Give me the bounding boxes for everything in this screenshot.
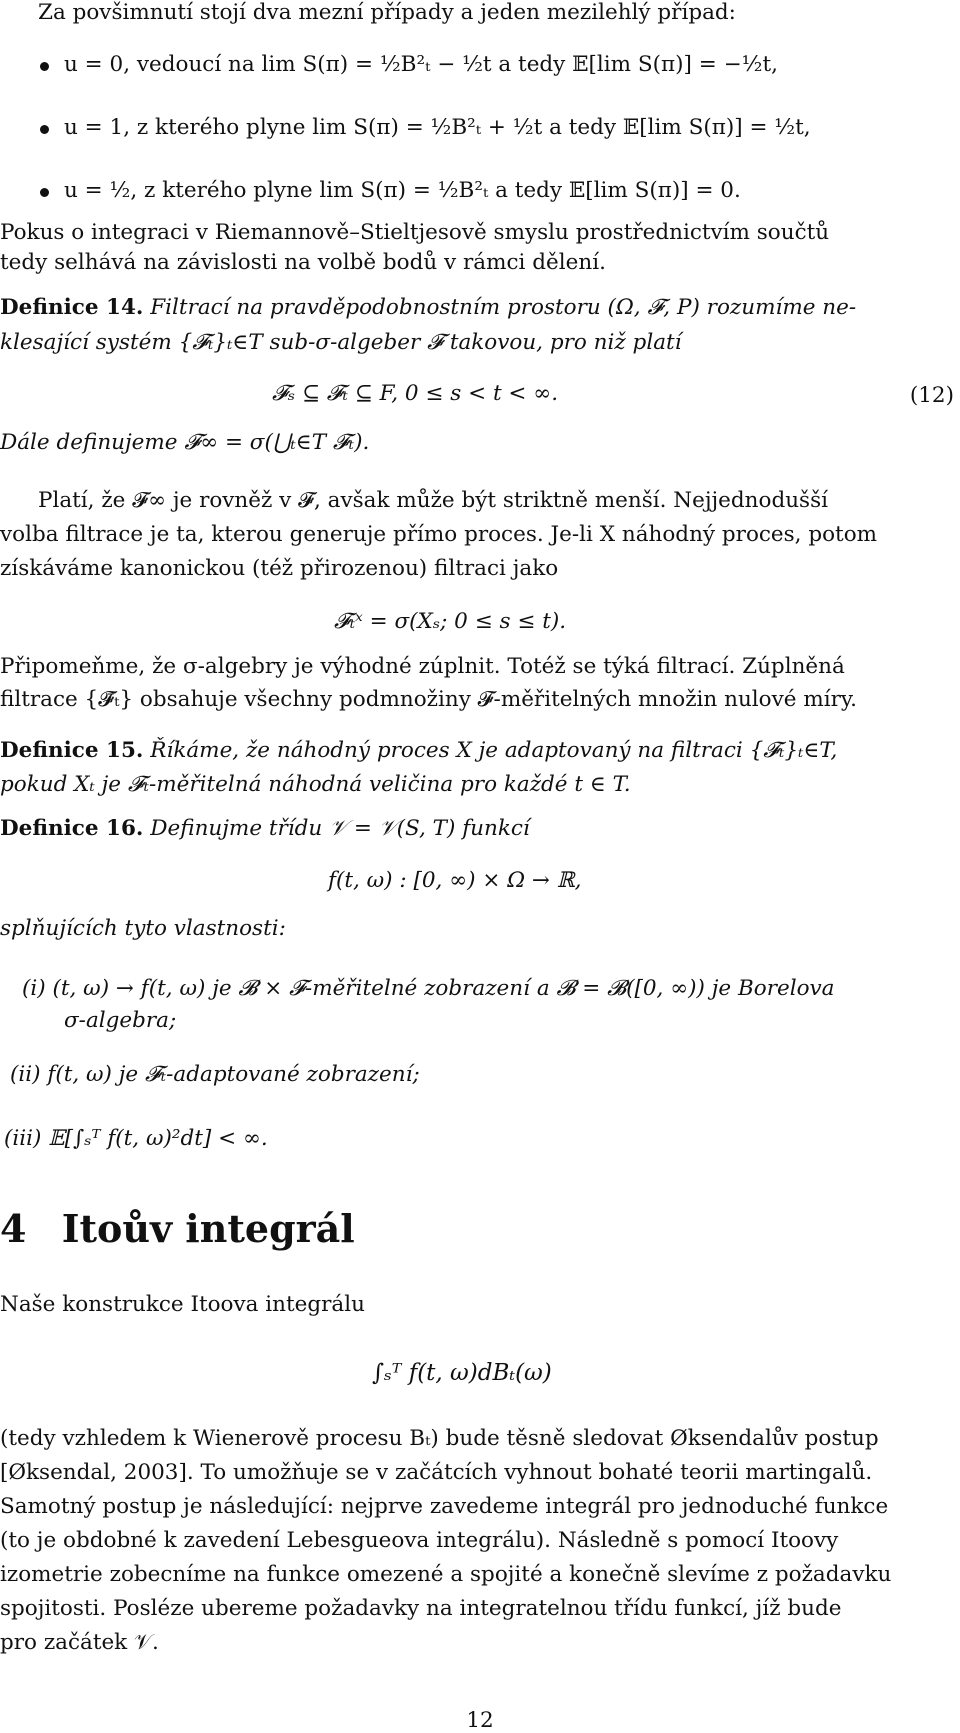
- equation: ∫ₛᵀ f(t, ω)dBₜ(ω): [372, 1360, 552, 1386]
- equation: 𝓕ₛ ⊆ 𝓕ₜ ⊆ F, 0 ≤ s < t < ∞.: [272, 381, 559, 406]
- condition-item: (i) (t, ω) → f(t, ω) je 𝓑 × 𝓕-měřitelné zobrazení a 𝓑 = 𝓑([0, ∞)) je Borelova: [22, 976, 835, 1001]
- bullet-item-3: u = ½, z kterého plyne lim S(π) = ½B²ₜ a tedy 𝔼[lim S(π)] = 0.: [64, 178, 741, 203]
- paragraph-line: (to je obdobné k zavedení Lebesgueova integrálu). Následně s pomocí Itoovy: [0, 1528, 839, 1553]
- bullet-item-2: u = 1, z kterého plyne lim S(π) = ½B²ₜ + ½t a tedy 𝔼[lim S(π)] = ½t,: [64, 115, 811, 140]
- definition-heading: Definice 16.: [0, 816, 144, 841]
- paragraph-line: pro začátek 𝒱.: [0, 1630, 159, 1655]
- paragraph-line: získáváme kanonickou (též přirozenou) filtraci jako: [0, 556, 559, 581]
- paragraph-line: Připomeňme, že σ-algebry je výhodné zúplnit. Totéž se týká filtrací. Zúplněná: [0, 654, 845, 679]
- paragraph-line: tedy selhává na závislosti na volbě bodů v rámci dělení.: [0, 250, 606, 275]
- paragraph-line: (tedy vzhledem k Wienerově procesu Bₜ) bude těsně sledovat Øksendalův postup: [0, 1426, 879, 1451]
- paragraph-line: volba filtrace je ta, kterou generuje přímo proces. Je-li X náhodný proces, potom: [0, 522, 878, 547]
- definition-heading: Definice 14.: [0, 295, 144, 320]
- definition-text: Dále definujeme 𝓕∞ = σ(⋃ₜ∈T 𝓕ₜ).: [0, 430, 370, 455]
- bullet-dot: [40, 188, 49, 197]
- equation: f(t, ω) : [0, ∞) × Ω → ℝ,: [328, 868, 582, 893]
- definition-text: Říkáme, že náhodný proces X je adaptovaný na filtraci {𝓕ₜ}ₜ∈T,: [150, 738, 838, 763]
- definition-text: pokud Xₜ je 𝓕ₜ-měřitelná náhodná veličina pro každé t ∈ T.: [0, 772, 631, 797]
- definition-heading: Definice 15.: [0, 738, 144, 763]
- paragraph-line: Naše konstrukce Itoova integrálu: [0, 1292, 365, 1317]
- intro-text: Za povšimnutí stojí dva mezní případy a jeden mezilehlý případ:: [38, 0, 736, 25]
- bullet-item-1: u = 0, vedoucí na lim S(π) = ½B²ₜ − ½t a tedy 𝔼[lim S(π)] = −½t,: [64, 52, 778, 77]
- page-number: 12: [466, 1708, 494, 1733]
- definition-14: [0, 297, 856, 319]
- paragraph-line: izometrie zobecníme na funkce omezené a spojité a konečně slevíme z požadavku: [0, 1562, 892, 1587]
- paragraph-line: [Øksendal, 2003]. To umožňuje se v začátcích vyhnout bohaté teorii martingalů.: [0, 1460, 873, 1485]
- paragraph-line: Platí, že 𝓕∞ je rovněž v 𝓕, avšak může být striktně menší. Nejjednodušší: [38, 488, 828, 513]
- equation-number: (12): [909, 383, 954, 408]
- condition-item: σ-algebra;: [64, 1008, 177, 1033]
- definition-15: [0, 740, 837, 762]
- section-title: Itoův integrál: [61, 1206, 355, 1251]
- definition-text: Definujme třídu 𝒱 = 𝒱(S, T) funkcí: [150, 816, 530, 841]
- paragraph-line: Pokus o integraci v Riemannově–Stieltjesově smyslu prostřednictvím součtů: [0, 220, 830, 245]
- condition-item: (iii) 𝔼[∫ₛᵀ f(t, ω)²dt] < ∞.: [4, 1126, 268, 1151]
- condition-item: (ii) f(t, ω) je 𝓕ₜ-adaptované zobrazení;: [10, 1062, 420, 1087]
- bullet-dot: [40, 62, 49, 71]
- definition-text: splňujících tyto vlastnosti:: [0, 916, 286, 941]
- bullet-dot: [40, 125, 49, 134]
- equation: 𝓕ₜˣ = σ(Xₛ; 0 ≤ s ≤ t).: [334, 609, 567, 634]
- section-heading: [0, 1206, 355, 1251]
- paragraph-line: filtrace {𝓕̄ₜ} obsahuje všechny podmnožiny 𝓕-měřitelných množin nulové míry.: [0, 687, 857, 712]
- paragraph-line: spojitosti. Posléze ubereme požadavky na integratelnou třídu funkcí, jíž bude: [0, 1596, 842, 1621]
- definition-text: Filtrací na pravděpodobnostním prostoru (Ω, 𝓕, P) rozumíme ne-: [150, 295, 857, 320]
- paragraph-line: Samotný postup je následující: nejprve zavedeme integrál pro jednoduché funkce: [0, 1494, 889, 1519]
- definition-16: [0, 818, 530, 840]
- section-number: 4: [0, 1206, 27, 1251]
- definition-text: klesající systém {𝓕ₜ}ₜ∈T sub-σ-algeber 𝓕 takovou, pro niž platí: [0, 330, 682, 355]
